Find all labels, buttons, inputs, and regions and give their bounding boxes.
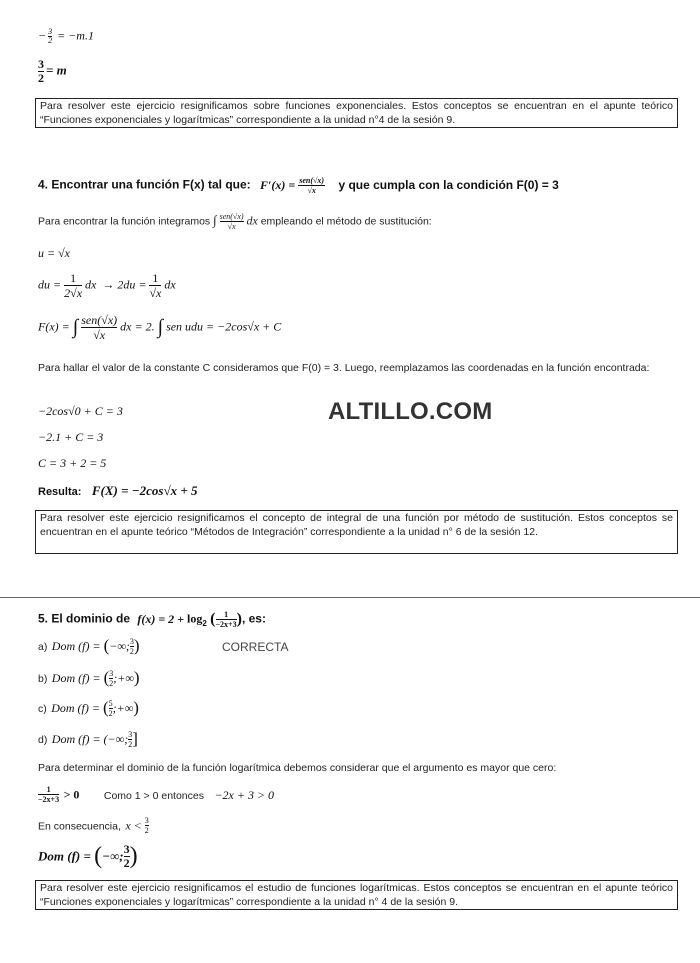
step-2: −2.1 + C = 3 (38, 430, 104, 444)
note-box-exercise-5 (35, 880, 678, 910)
substitution-du: du = $\frac{1}{2√x}$ dx → 2du = $\frac{1}{√x}$ dx (38, 271, 176, 300)
note-box-exercise-4 (35, 510, 678, 554)
option-c: c) Dom (f) = ( $\frac{5}{2}$ ;+∞) (38, 698, 139, 718)
consequence-line: En consecuencia, x < $\frac{3}{2}$ (38, 816, 149, 835)
note-text: Para resolver este ejercicio resignificamos sobre funciones exponenciales. Estos conceptos se encuentran en el apunte teórico “Funciones exponenciales y logarítmicas” correspondiente a la unidad n°4 de la sesión 9. (40, 100, 673, 126)
equation-line-1: − $\frac{3}{2}$ = −m.1 (38, 27, 94, 45)
exercise-4-intro: Para encontrar la función integramos ∫ sen(√x) √x dx empleando el método de sustitución: (38, 212, 432, 231)
substitution-u: u = √x (38, 246, 71, 260)
option-d: d) Dom (f) = (−∞; $\frac{3}{2}$ ] (38, 729, 138, 749)
equation-line-2: $\frac{3}{2}$ = m (38, 57, 67, 85)
note-text: Para resolver este ejercicio resignificamos el estudio de funciones logarítmicas. Estos conceptos se encuentran en el apunte teórico “Funciones exponenciales y logarítmicas” correspondiente a la unidad n° 4 de la sesión 9. (40, 882, 673, 908)
result-line: Resulta: F(X) = −2cos√x + 5 (38, 483, 198, 498)
final-domain: Dom (f) = (−∞; $\frac{3}{2}$ ) (38, 842, 138, 870)
step-3: C = 3 + 2 = 5 (38, 456, 107, 470)
domain-explanation: Para determinar el dominio de la función logarítmica debemos considerar que el argumento es mayor que cero: (38, 762, 557, 774)
option-b: b) Dom (f) = ( $\frac{3}{2}$ ;+∞) (38, 668, 140, 688)
option-a: a) Dom (f) = (−∞; $\frac{3}{2}$ ) (38, 636, 140, 656)
constant-explanation: Para hallar el valor de la constante C consideramos que F(0) = 3. Luego, reemplazamos las coordenadas en la función encontrada: (38, 362, 650, 374)
inequality-line: $\frac{1}{-2x+3}$ > 0 Como 1 > 0 entonces −2x + 3 > 0 (38, 785, 275, 804)
integral-result: F(x) = ∫ sen(√x) √x dx = 2. ∫ sen udu = −2cos√x + C (38, 313, 282, 342)
section-divider (0, 597, 700, 598)
step-1: −2cos√0 + C = 3 (38, 404, 123, 418)
exercise-4-heading: 4. Encontrar una función F(x) tal que: F′(x) = sen(√x) √x y que cumpla con la condición F(0) = 3 (38, 176, 559, 195)
note-text: Para resolver este ejercicio resignificamos el concepto de integral de una función por método de sustitución. Estos conceptos se encuentran en el apunte teórico “Métodos de Integración” correspondiente a la unidad n° 6 de la sesión 12. (40, 512, 673, 538)
altillo-watermark: ALTILLO.COM (328, 398, 493, 425)
note-box-exercise-3 (35, 98, 678, 128)
correct-label: CORRECTA (222, 640, 289, 654)
exercise-5-heading: 5. El dominio de $f(x) = 2 + \log_2$ ( $\frac{1}{-2x+3}$ ), es: (38, 610, 266, 629)
